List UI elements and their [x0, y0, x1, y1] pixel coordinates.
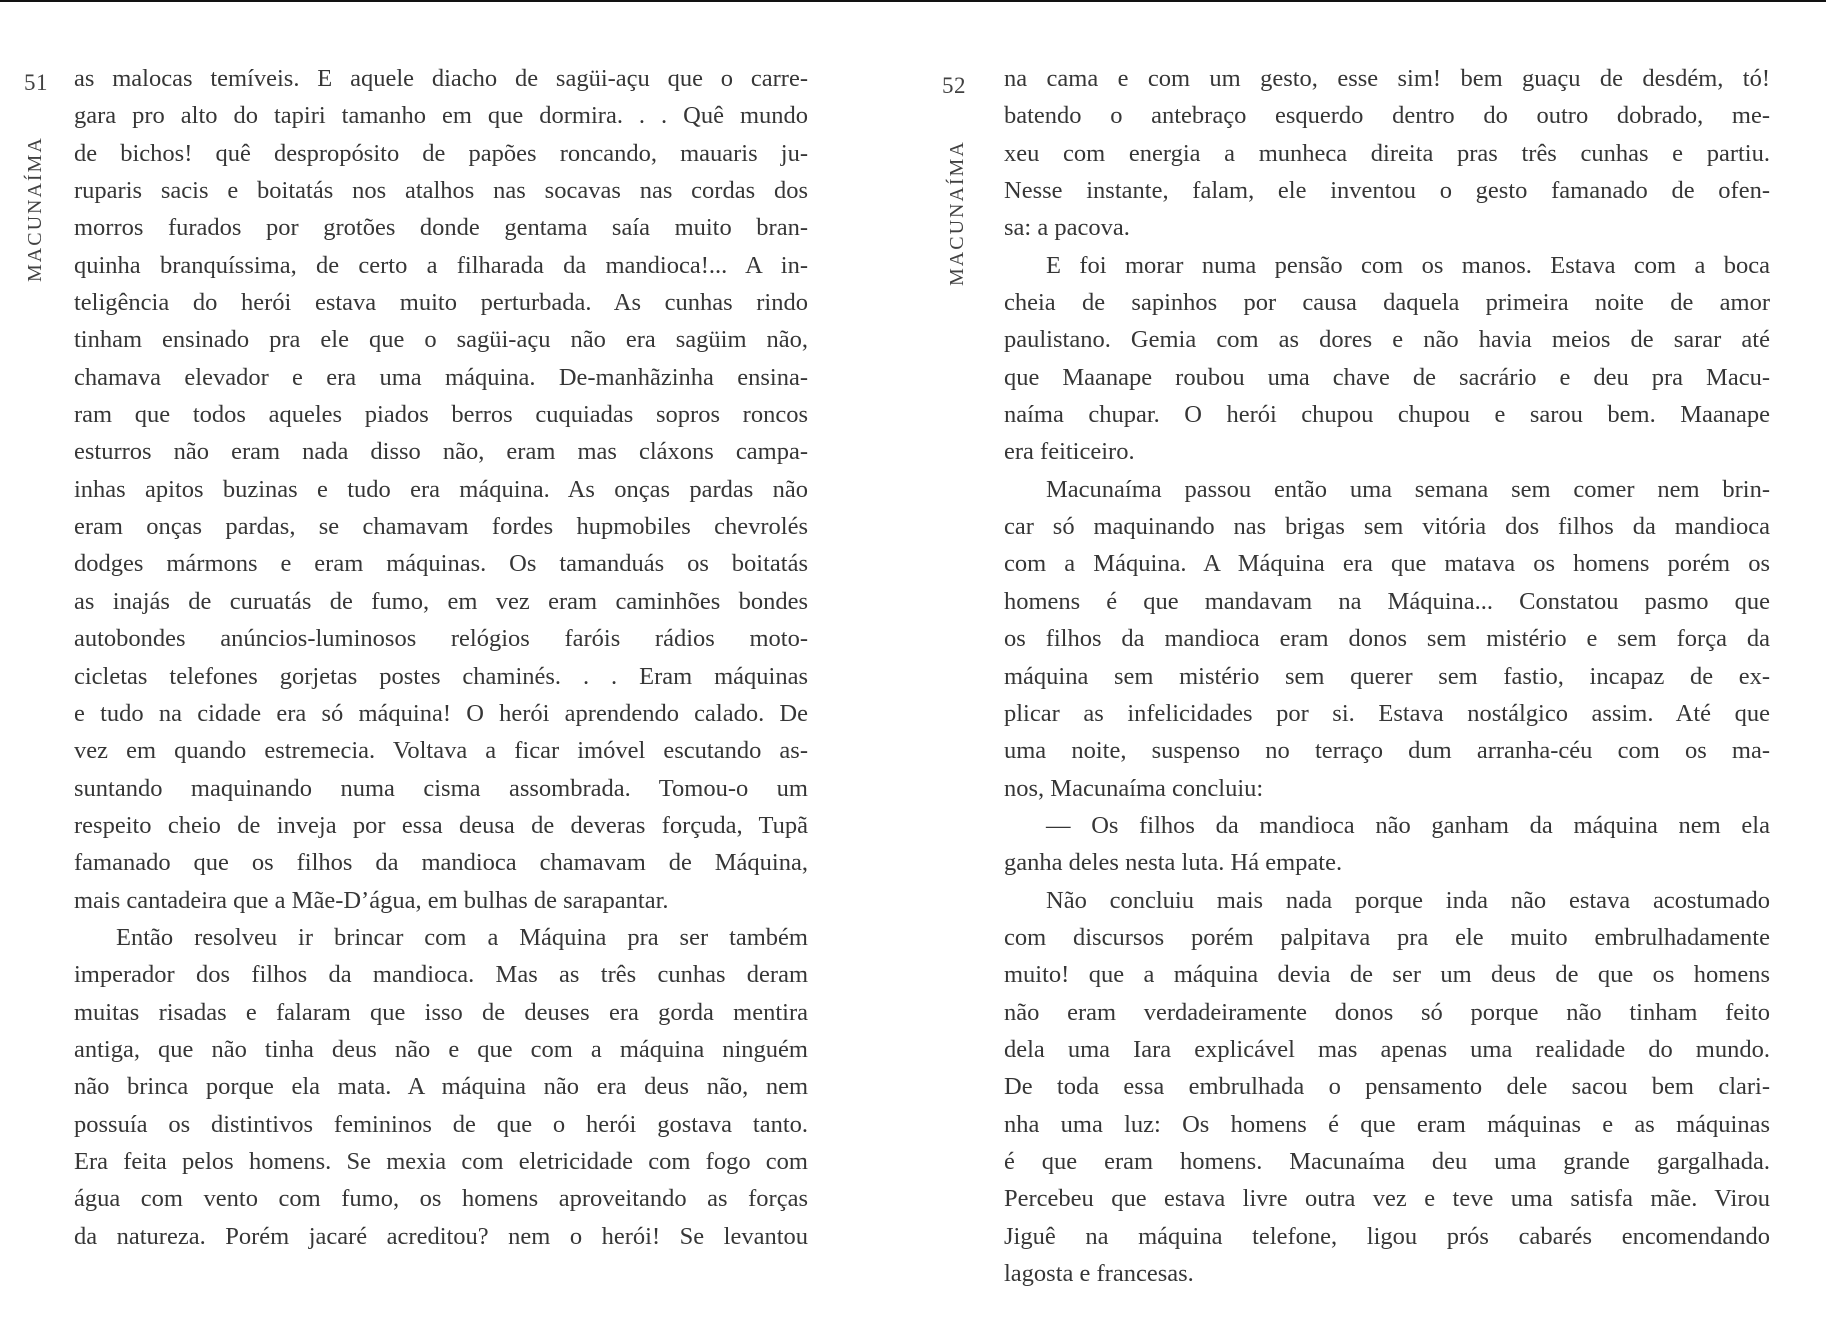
text-line: máquina sem mistério sem querer sem fastio, incapaz de ex- — [1004, 662, 1770, 690]
text-line: Não concluiu mais nada porque inda não estava acostumado — [1046, 886, 1770, 914]
text-line: famanado que os filhos da mandioca chamavam de Máquina, — [74, 849, 808, 877]
text-line: água com vento com fumo, os homens aproveitando as forças — [74, 1185, 808, 1213]
text-line: respeito cheio de inveja por essa deusa de deveras forçuda, Tupã — [74, 811, 808, 839]
text-line: nos, Macunaíma concluiu: — [1004, 774, 1264, 802]
text-line: esturros não eram nada disso não, eram mas cláxons campa- — [74, 438, 808, 466]
text-line: eram onças pardas, se chamavam fordes hupmobiles chevrolés — [74, 513, 808, 541]
text-line: car só maquinando nas brigas sem vitória dos filhos da mandioca — [1004, 513, 1770, 541]
text-line: antiga, que não tinha deus não e que com a máquina ninguém — [74, 1035, 808, 1063]
text-line: cicletas telefones gorjetas postes chaminés. . . Eram máquinas — [74, 662, 808, 690]
text-line: os filhos da mandioca eram donos sem mistério e sem força da — [1004, 625, 1770, 653]
text-line: dodges mármons e eram máquinas. Os tamanduás os boitatás — [74, 550, 808, 578]
text-line: Então resolveu ir brincar com a Máquina pra ser também — [116, 923, 808, 951]
text-line: não eram verdadeiramente donos só porque não tinham feito — [1004, 998, 1770, 1026]
text-line: teligência do herói estava muito perturbada. As cunhas rindo — [74, 289, 808, 317]
text-line: ruparis sacis e boitatás nos atalhos nas socavas nas cordas dos — [74, 177, 808, 205]
text-line: mais cantadeira que a Mãe-D’água, em bulhas de sarapantar. — [74, 886, 669, 914]
text-line: não brinca porque ela mata. A máquina não era deus não, nem — [74, 1073, 808, 1101]
text-line: cheia de sapinhos por causa daquela primeira noite de amor — [1004, 289, 1770, 317]
text-column-left — [74, 60, 808, 1255]
text-line: De toda essa embrulhada o pensamento dele sacou bem clari- — [1004, 1073, 1770, 1101]
text-line: as inajás de curuatás de fumo, em vez eram caminhões bondes — [74, 587, 808, 615]
text-line: paulistano. Gemia com as dores e não havia meios de sarar até — [1004, 326, 1770, 354]
text-line: batendo o antebraço esquerdo dentro do outro dobrado, me- — [1004, 102, 1770, 130]
text-line: homens é que mandavam na Máquina... Constatou pasmo que — [1004, 587, 1770, 615]
text-line: com a Máquina. A Máquina era que matava os homens porém os — [1004, 550, 1770, 578]
text-line: Macunaíma passou então uma semana sem comer nem brin- — [1046, 475, 1770, 503]
text-line: morros furados por grotões donde gentama saía muito bran- — [74, 214, 808, 242]
text-line: é que eram homens. Macunaíma deu uma grande gargalhada. — [1004, 1147, 1770, 1175]
text-line: Era feita pelos homens. Se mexia com eletricidade com fogo com — [74, 1147, 808, 1175]
page-number-right: 52 — [942, 73, 966, 98]
text-line: que Maanape roubou uma chave de sacrário e deu pra Macu- — [1004, 363, 1770, 391]
text-line: com discursos porém palpitava pra ele muito embrulhadamente — [1004, 923, 1770, 951]
text-line: muitas risadas e falaram que isso de deuses era gorda mentira — [74, 998, 808, 1026]
text-line: sa: a pacova. — [1004, 214, 1130, 242]
text-line: nha uma luz: Os homens é que eram máquinas e as máquinas — [1004, 1110, 1770, 1138]
text-line: Nesse instante, falam, ele inventou o gesto famanado de ofen- — [1004, 177, 1770, 205]
text-line: xeu com energia a munheca direita pras três cunhas e partiu. — [1004, 139, 1770, 167]
text-line: possuía os distintivos femininos de que o herói gostava tanto. — [74, 1110, 808, 1138]
text-line: muito! que a máquina devia de ser um deus de que os homens — [1004, 961, 1770, 989]
text-line: Percebeu que estava livre outra vez e teve uma satisfa mãe. Virou — [1004, 1185, 1770, 1213]
text-line: lagosta e francesas. — [1004, 1260, 1194, 1287]
text-line: Jiguê na máquina telefone, ligou prós cabarés encomendando — [1004, 1222, 1770, 1250]
text-line: na cama e com um gesto, esse sim! bem guaçu de desdém, tó! — [1004, 65, 1770, 92]
text-line: chamava elevador e era uma máquina. De-manhãzinha ensina- — [74, 363, 808, 391]
text-line: inhas apitos buzinas e tudo era máquina. As onças pardas não — [74, 475, 808, 503]
text-line: — Os filhos da mandioca não ganham da máquina nem ela — [1046, 811, 1770, 839]
text-line: suntando maquinando numa cisma assombrada. Tomou-o um — [74, 774, 808, 802]
text-line: e tudo na cidade era só máquina! O herói aprendendo calado. De — [74, 699, 808, 727]
text-line: plicar as infelicidades por si. Estava nostálgico assim. Até que — [1004, 699, 1770, 727]
text-line: de bichos! quê despropósito de papões roncando, mauaris ju- — [74, 139, 808, 167]
text-column-right — [1004, 60, 1770, 1292]
text-line: naíma chupar. O herói chupou chupou e sarou bem. Maanape — [1004, 401, 1770, 429]
text-line: da natureza. Porém jacaré acreditou? nem o herói! Se levantou — [74, 1222, 808, 1250]
text-line: gara pro alto do tapiri tamanho em que dormira. . . Quê mundo — [74, 102, 808, 130]
text-line: era feiticeiro. — [1004, 438, 1135, 466]
running-head-left: MACUNAÍMA — [24, 136, 46, 282]
text-line: quinha branquíssima, de certo a filharada da mandioca!... A in- — [74, 251, 808, 279]
text-line: uma noite, suspenso no terraço dum arranha-céu com os ma- — [1004, 737, 1770, 765]
text-line: autobondes anúncios-luminosos relógios faróis rádios moto- — [74, 625, 808, 653]
text-line: vez em quando estremecia. Voltava a ficar imóvel escutando as- — [74, 737, 808, 765]
text-line: dela uma Iara explicável mas apenas uma realidade do mundo. — [1004, 1035, 1770, 1063]
text-line: E foi morar numa pensão com os manos. Estava com a boca — [1046, 251, 1770, 279]
text-line: as malocas temíveis. E aquele diacho de sagüi-açu que o carre- — [74, 65, 808, 92]
text-line: ram que todos aqueles piados berros cuquiadas sopros roncos — [74, 401, 808, 429]
top-edge-line — [0, 0, 1826, 2]
text-line: ganha deles nesta luta. Há empate. — [1004, 849, 1343, 877]
page-number-left: 51 — [24, 70, 48, 95]
running-head-right: MACUNAÍMA — [946, 140, 968, 286]
text-line: imperador dos filhos da mandioca. Mas as três cunhas deram — [74, 961, 808, 989]
text-line: tinham ensinado pra ele que o sagüi-açu não era sagüim não, — [74, 326, 808, 354]
